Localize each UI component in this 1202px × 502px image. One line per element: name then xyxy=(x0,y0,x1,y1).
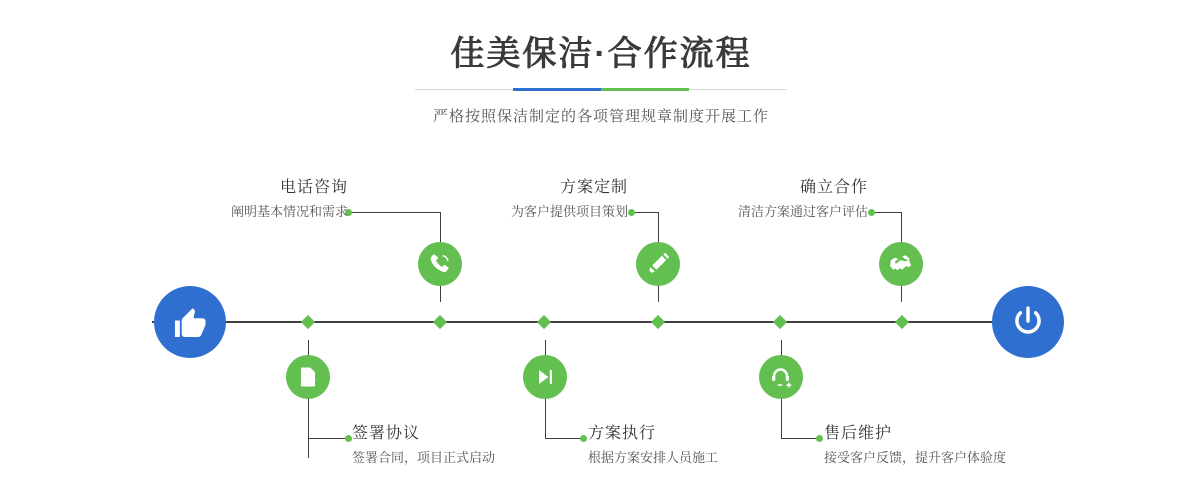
step-title: 方案定制 xyxy=(559,179,628,196)
step-title: 确立合作 xyxy=(799,179,868,196)
axis-marker xyxy=(537,315,551,329)
step-desc: 根据方案安排人员施工 xyxy=(588,450,719,465)
thumbs-up-icon xyxy=(171,303,209,341)
step-connector xyxy=(781,438,819,439)
step-label-4 xyxy=(588,424,828,468)
page-title: 佳美保洁·合作流程 xyxy=(450,35,752,73)
title-divider xyxy=(415,88,787,91)
timeline-end-node xyxy=(992,286,1064,358)
step-desc: 阐明基本情况和需求 xyxy=(230,204,348,219)
step-desc: 为客户提供项目策划 xyxy=(510,204,628,219)
timeline xyxy=(0,160,1202,502)
step-desc: 清洁方案通过客户评估 xyxy=(737,204,868,219)
step-icon-1 xyxy=(418,242,462,286)
pen-ruler-icon xyxy=(646,252,670,276)
power-icon xyxy=(1009,303,1047,341)
step-connector xyxy=(348,212,440,213)
step-label-1 xyxy=(148,178,348,222)
timeline-axis xyxy=(152,321,1050,323)
step-title: 方案执行 xyxy=(588,425,657,442)
step-connector-dot xyxy=(580,435,587,442)
axis-marker xyxy=(301,315,315,329)
step-connector-dot xyxy=(628,209,635,216)
step-connector xyxy=(632,212,658,213)
step-connector-dot xyxy=(345,435,352,442)
header xyxy=(0,32,1202,126)
axis-marker xyxy=(433,315,447,329)
axis-marker xyxy=(651,315,665,329)
axis-marker xyxy=(773,315,787,329)
play-skip-icon xyxy=(534,366,556,388)
step-label-3 xyxy=(432,178,628,222)
step-label-5 xyxy=(672,178,868,222)
headset-support-icon xyxy=(770,366,793,389)
step-title: 签署协议 xyxy=(352,425,421,442)
divider-segment-blue xyxy=(513,88,601,91)
handshake-icon xyxy=(889,252,913,276)
page-subtitle: 严格按照保洁制定的各项管理规章制度开展工作 xyxy=(432,108,769,125)
phone-icon xyxy=(428,252,452,276)
step-connector-dot xyxy=(816,435,823,442)
step-label-2 xyxy=(352,424,582,468)
step-connector-dot xyxy=(868,209,875,216)
step-title: 电话咨询 xyxy=(279,179,348,196)
timeline-start-node xyxy=(154,286,226,358)
document-edit-icon xyxy=(296,365,320,389)
step-title: 售后维护 xyxy=(824,425,893,442)
step-icon-5 xyxy=(879,242,923,286)
step-icon-2 xyxy=(286,355,330,399)
step-desc: 接受客户反馈，提升客户体验度 xyxy=(824,450,1007,465)
step-connector xyxy=(308,438,348,439)
step-icon-4 xyxy=(523,355,567,399)
step-connector xyxy=(545,438,583,439)
divider-segment-green xyxy=(601,88,689,91)
step-icon-3 xyxy=(636,242,680,286)
step-label-6 xyxy=(824,424,1084,468)
axis-marker xyxy=(895,315,909,329)
step-desc: 签署合同，项目正式启动 xyxy=(352,450,496,465)
step-icon-6 xyxy=(759,355,803,399)
step-connector xyxy=(872,212,901,213)
